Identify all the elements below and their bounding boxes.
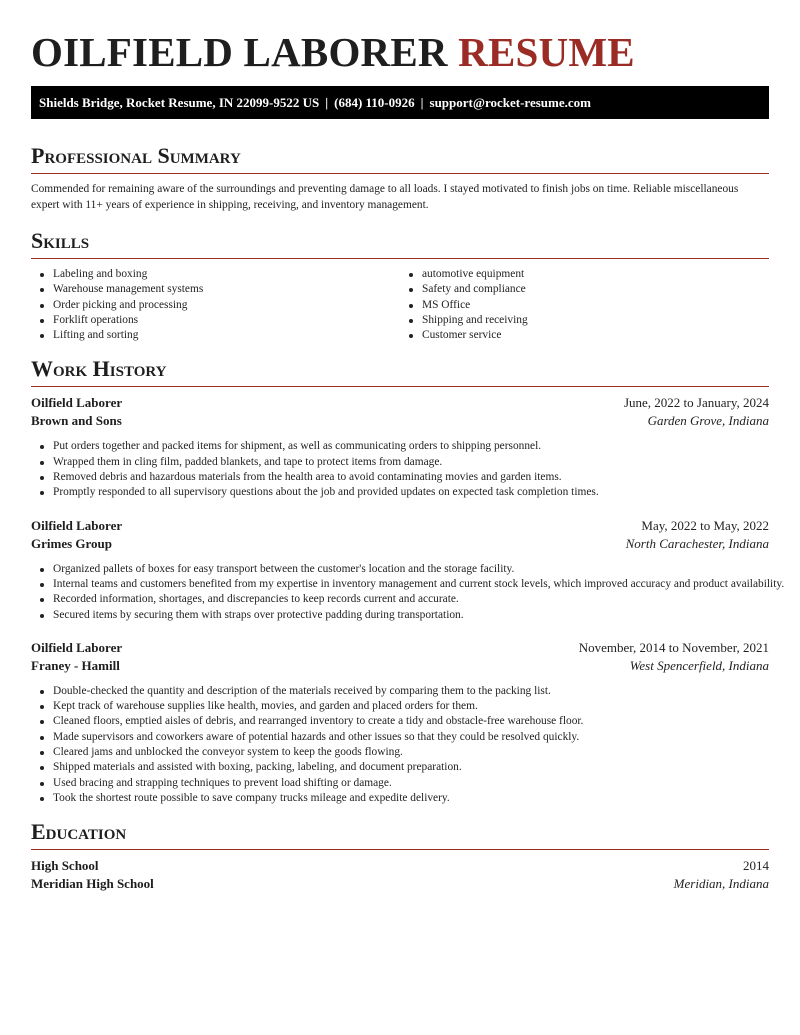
job-header-row — [31, 518, 769, 536]
job-bullet: Cleaned floors, emptied aisles of debris, and rearranged inventory to create a tidy and obstacle-free warehouse floor. — [53, 714, 769, 729]
contact-email: support@rocket-resume.com — [429, 95, 591, 110]
job-dates: June, 2022 to January, 2024 — [623, 395, 769, 411]
work-history-heading: Work History — [31, 356, 769, 387]
job-entry — [31, 640, 769, 806]
job-dates: May, 2022 to May, 2022 — [641, 517, 769, 533]
job-bullet: Removed debris and hazardous materials from the health area to avoid contaminating movies and garden items. — [53, 470, 769, 485]
job-bullet: Made supervisors and coworkers aware of potential hazards and other issues so that they could be resolved quickly. — [53, 730, 769, 745]
education-header-row — [31, 858, 769, 876]
job-company-row — [31, 536, 769, 554]
work-history-section — [31, 356, 785, 806]
summary-section — [31, 143, 769, 213]
education-entry — [31, 858, 769, 894]
contact-phone: (684) 110-0926 — [334, 95, 415, 110]
job-location: West Spencerfield, Indiana — [629, 657, 769, 673]
job-bullet: Shipped materials and assisted with boxing, packing, labeling, and document preparation. — [53, 760, 769, 775]
job-title: Oilfield Laborer — [31, 639, 123, 655]
job-header-row — [31, 640, 769, 658]
education-degree: High School — [31, 858, 99, 874]
title-accent: RESUME — [458, 29, 635, 75]
job-bullet: Kept track of warehouse supplies like health, movies, and garden and placed orders for them. — [53, 699, 769, 714]
education-section — [31, 819, 769, 894]
education-location: Meridian, Indiana — [673, 876, 769, 892]
job-bullets — [31, 439, 769, 500]
job-company: Franey - Hamill — [31, 657, 120, 673]
skills-heading: Skills — [31, 228, 769, 259]
job-bullet: Recorded information, shortages, and discrepancies to keep records current and accurate. — [53, 592, 769, 607]
skills-columns — [31, 267, 769, 343]
skill-item: Forklift operations — [53, 313, 400, 328]
skill-item: Lifting and sorting — [53, 328, 400, 343]
contact-bar — [31, 86, 769, 119]
skill-item: Customer service — [422, 328, 769, 343]
job-bullet: Wrapped them in cling film, padded blankets, and tape to protect items from damage. — [53, 455, 769, 470]
skill-item: Labeling and boxing — [53, 267, 400, 282]
summary-heading: Professional Summary — [31, 143, 769, 174]
job-dates: November, 2014 to November, 2021 — [578, 639, 769, 655]
education-heading: Education — [31, 819, 769, 850]
job-bullet: Used bracing and strapping techniques to prevent load shifting or damage. — [53, 776, 769, 791]
job-company: Brown and Sons — [31, 413, 122, 429]
skill-item: automotive equipment — [422, 267, 769, 282]
job-company-row — [31, 413, 769, 431]
job-bullet: Promptly responded to all supervisory questions about the job and provided updates on expected task completion times. — [53, 485, 769, 500]
job-bullets — [31, 562, 785, 623]
skills-section — [31, 228, 769, 343]
resume-page — [31, 0, 785, 894]
skill-item: Safety and compliance — [422, 282, 769, 297]
contact-address: Shields Bridge, Rocket Resume, IN 22099-9522 US — [39, 95, 320, 110]
job-title: Oilfield Laborer — [31, 395, 123, 411]
job-bullet: Double-checked the quantity and description of the materials received by comparing them to the packing list. — [53, 684, 769, 699]
contact-separator: | — [420, 95, 424, 110]
job-entry — [31, 395, 769, 500]
job-bullet: Took the shortest route possible to save company trucks mileage and expedite delivery. — [53, 791, 769, 806]
job-location: North Carachester, Indiana — [625, 535, 769, 551]
skill-item: Warehouse management systems — [53, 282, 400, 297]
job-bullet: Put orders together and packed items for shipment, as well as communicating orders to shipping personnel. — [53, 439, 769, 454]
skills-list-right — [400, 267, 769, 343]
education-school: Meridian High School — [31, 876, 154, 892]
job-bullets — [31, 684, 769, 806]
education-year: 2014 — [743, 858, 769, 874]
job-location: Garden Grove, Indiana — [647, 413, 769, 429]
contact-separator: | — [325, 95, 329, 110]
resume-title — [31, 0, 769, 76]
job-company-row — [31, 658, 769, 676]
skills-list-left — [31, 267, 400, 343]
title-name: OILFIELD LABORER — [31, 29, 448, 75]
skill-item: Order picking and processing — [53, 298, 400, 313]
summary-text: Commended for remaining aware of the surroundings and preventing damage to all loads. I stayed motivated to finish jobs on time. Reliable miscellaneous expert with 11+ years of experience in shipping, receiving, and inventory management. — [31, 183, 739, 211]
job-header-row — [31, 395, 769, 413]
job-bullet: Secured items by securing them with straps over protective padding during transportation. — [53, 608, 769, 623]
skill-item: MS Office — [422, 298, 769, 313]
skill-item: Shipping and receiving — [422, 313, 769, 328]
job-bullet: Organized pallets of boxes for easy transport between the customer's location and the storage facility. — [53, 562, 769, 577]
job-company: Grimes Group — [31, 535, 113, 551]
job-title: Oilfield Laborer — [31, 517, 123, 533]
job-entry — [31, 517, 785, 623]
education-school-row — [31, 876, 769, 894]
job-bullet: Cleared jams and unblocked the conveyor system to keep the goods flowing. — [53, 745, 769, 760]
job-bullet: Internal teams and customers benefited from my expertise in inventory management and current stock levels, which improved accuracy and product availability. — [53, 577, 769, 592]
